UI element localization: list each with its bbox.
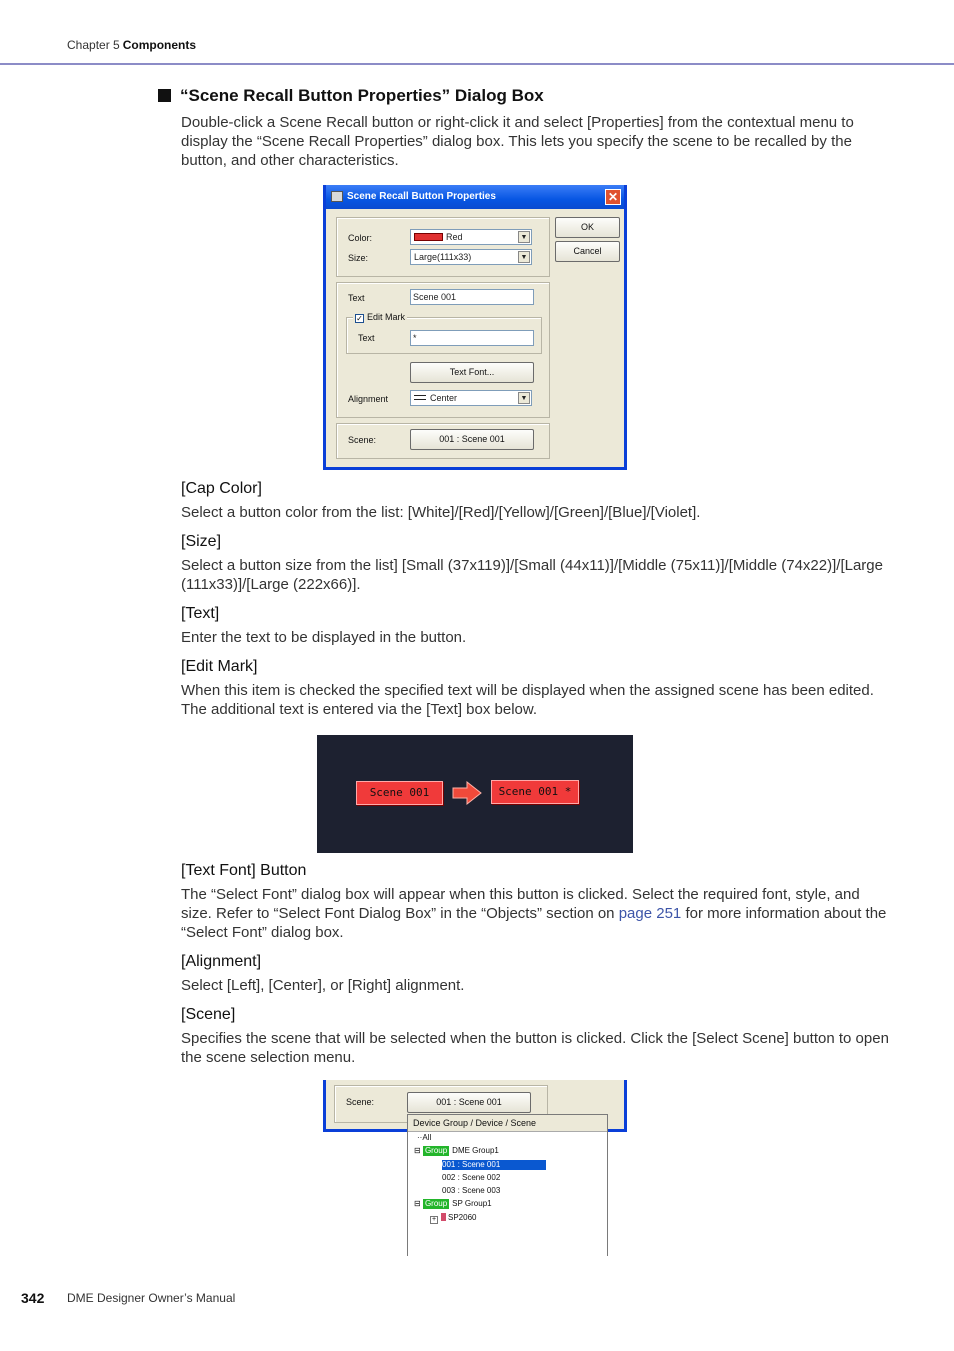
heading-scene: [Scene] [181, 1006, 236, 1023]
chevron-down-icon[interactable]: ▼ [518, 251, 530, 263]
scene-label: Scene: [348, 435, 377, 445]
dialog-title: Scene Recall Button Properties [347, 191, 496, 202]
text-cap-color: Select a button color from the list: [White]/[Red]/[Yellow]/[Green]/[Blue]/[Violet]. [181, 504, 701, 521]
page-header [67, 38, 196, 52]
text-scene: Specifies the scene that will be selected when the button is clicked. Click the [Select Scene] button to open the scene selection menu. [181, 1030, 889, 1066]
heading-alignment: [Alignment] [181, 953, 262, 970]
color-value: Red [446, 232, 463, 242]
chapter-section: Components [122, 38, 197, 52]
tree-item-device-label: SP2060 [448, 1213, 477, 1222]
heading-edit-mark: [Edit Mark] [181, 658, 258, 675]
text-text: Enter the text to be displayed in the button. [181, 629, 467, 646]
text-font-text-before: The “Select Font” dialog box will appear when this button is clicked. Select the required font, style, and size. Refer to “Select Font Dialog Box” in the “Objects” section on [181, 886, 860, 922]
tree-item-all-label: All [422, 1133, 432, 1142]
close-icon[interactable]: ✕ [605, 189, 621, 205]
expand-icon[interactable]: + [431, 1216, 437, 1223]
heading-cap-color: [Cap Color] [181, 480, 262, 497]
text-edit-mark: When this item is checked the specified text will be displayed when the assigned scene has been edited. The additional text is entered via the [Text] box below. [181, 682, 874, 718]
size-select[interactable] [410, 249, 532, 265]
heading-text: [Text] [181, 605, 220, 622]
ok-button[interactable]: OK [555, 217, 620, 238]
tree-item-group2-label: SP Group1 [452, 1199, 492, 1208]
tree-item-scene3[interactable]: 003 : Scene 003 [442, 1186, 501, 1195]
page-link[interactable]: page 251 [618, 905, 682, 922]
text-label: Text [348, 293, 365, 303]
tree-item-group1[interactable]: ⊟ Group DME Group1 [414, 1146, 499, 1155]
tree-item-group2[interactable]: ⊟ Group SP Group1 [414, 1199, 492, 1208]
chapter-label: Chapter 5 [67, 38, 120, 52]
tree-item-scene2[interactable]: 002 : Scene 002 [442, 1173, 501, 1182]
heading-text-font: [Text Font] Button [181, 862, 307, 879]
tree-item-group1-label: DME Group1 [452, 1146, 499, 1155]
scene-button-normal: Scene 001 [356, 781, 443, 805]
alignment-value: Center [430, 393, 458, 403]
text-input[interactable]: Scene 001 [410, 289, 534, 305]
color-swatch [414, 233, 443, 241]
page-number: 342 [21, 1290, 45, 1306]
select-scene-button[interactable]: 001 : Scene 001 [410, 429, 534, 450]
footer-manual-title: DME Designer Owner’s Manual [67, 1291, 236, 1305]
intro-paragraph: Double-click a Scene Recall button or right-click it and select [Properties] from the contextual menu to display the “Scene Recall Properties” dialog box. This lets you specify the scene to be recalled by the button, and other characteristics. [181, 114, 854, 169]
tree-item-all[interactable]: ··All [417, 1133, 432, 1142]
chevron-down-icon[interactable]: ▼ [518, 392, 530, 404]
chevron-down-icon[interactable]: ▼ [518, 231, 530, 243]
tree-item-scene1[interactable]: 001 : Scene 001 [442, 1160, 546, 1170]
alignment-select[interactable] [410, 390, 532, 406]
alignment-label: Alignment [348, 394, 389, 404]
edit-mark-label: Edit Mark [367, 312, 406, 322]
text-font-button[interactable]: Text Font... [410, 362, 534, 383]
crop-select-scene-button[interactable]: 001 : Scene 001 [407, 1092, 531, 1113]
text-text-font [181, 885, 891, 942]
group-tag: Group [424, 1146, 448, 1155]
color-select[interactable] [410, 229, 532, 245]
align-center-icon [414, 395, 426, 400]
text-alignment: Select [Left], [Center], or [Right] alignment. [181, 977, 465, 994]
header-rule [0, 63, 954, 65]
edit-mark-checkbox-wrap[interactable] [353, 312, 407, 323]
scene-tree-menu [407, 1114, 608, 1256]
heading-size: [Size] [181, 533, 222, 550]
square-bullet-icon [158, 89, 171, 102]
mark-text-input[interactable]: * [410, 330, 534, 346]
scene-recall-properties-dialog [323, 185, 627, 470]
device-icon [441, 1213, 446, 1221]
tree-header: Device Group / Device / Scene [408, 1115, 607, 1132]
color-label: Color: [348, 233, 373, 243]
section-title-text: “Scene Recall Button Properties” Dialog Box [180, 86, 544, 105]
arrow-right-icon [452, 781, 482, 805]
text-font-text-after: for more information about the “Select Font” dialog box. [181, 905, 887, 941]
mark-text-label: Text [358, 333, 375, 343]
appearance-group [336, 217, 550, 277]
dialog-titlebar [326, 185, 624, 209]
cancel-button[interactable]: Cancel [555, 241, 620, 262]
group-tag: Group [424, 1199, 448, 1208]
edit-mark-checkbox[interactable]: ✓ [356, 314, 363, 323]
text-size: Select a button size from the list] [Small (37x119)]/[Small (44x11)]/[Middle (75x11)]/[Middle (74x22)]/[Large (111x33)]/[Large (222x66)]. [181, 557, 883, 593]
size-value: Large(111x33) [414, 252, 472, 262]
scene-button-edited: Scene 001 * [491, 780, 579, 804]
tree-item-device[interactable] [430, 1213, 476, 1224]
edit-mark-preview [317, 735, 633, 853]
app-icon [331, 191, 343, 202]
section-title [158, 86, 544, 106]
size-label: Size: [348, 253, 369, 263]
crop-scene-label: Scene: [346, 1097, 375, 1107]
